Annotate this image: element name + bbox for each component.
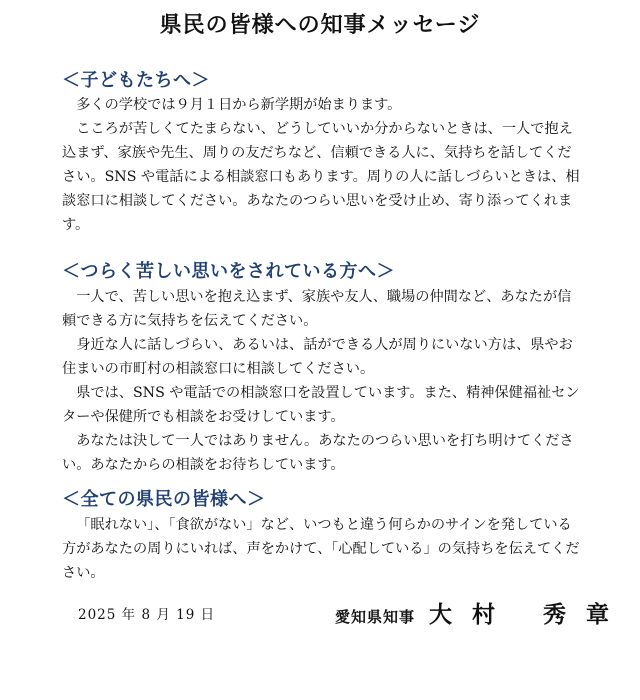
message-date: 2025 年 8 月 19 日: [78, 607, 216, 623]
page-title: 県民の皆様への知事メッセージ: [159, 13, 481, 38]
paragraph: 多くの学校では９月１日から新学期が始まります。: [76, 97, 402, 113]
signature-name: 大村 秀章: [429, 601, 630, 628]
signature: [335, 596, 629, 629]
paragraph: 身近な人に話しづらい、あるいは、話ができる人が周りにいない方は、県やお住まいの市町村の相談窓口に相談してください。: [62, 337, 573, 377]
paragraph: あなたは決して一人ではありません。あなたのつらい思いを打ち明けてください。あなたからの相談をお待ちしています。: [62, 433, 574, 473]
section-heading-all-residents: ＜全ての県民の皆様へ＞: [62, 489, 266, 510]
paragraph: こころが苦しくてたまらない、どうしていいか分からないときは、一人で抱え込まず、家族や先生、周りの友だちなど、信頼できる人に、気持ちを話してください。SNS や電話による相談窓口もあります。周りの人に話しづらいときは、相談窓口に相談してください。あなたのつらい思いを受け止め、寄り添ってくれます。: [62, 121, 580, 233]
signature-title: 愛知県知事: [335, 608, 416, 626]
section-heading-children: ＜子どもたちへ＞: [62, 70, 210, 91]
paragraph: 「眠れない」、「食欲がない」など、いつもと違う何らかのサインを発している方があなたの周りにいれば、声をかけて、「心配している」の気持ちを伝えてください。: [62, 517, 580, 581]
section-heading-suffering: ＜つらく苦しい思いをされている方へ＞: [62, 261, 395, 282]
section-body-suffering: [62, 285, 582, 477]
section-body-all-residents: [62, 513, 582, 585]
section-body-children: [62, 93, 582, 237]
paragraph: 一人で、苦しい思いを抱え込まず、家族や友人、職場の仲間など、あなたが信頼できる方に気持ちを伝えてください。: [62, 289, 572, 329]
paragraph: 県では、SNS や電話での相談窓口を設置しています。また、精神保健福祉センターや保健所でも相談をお受けしています。: [62, 385, 580, 425]
